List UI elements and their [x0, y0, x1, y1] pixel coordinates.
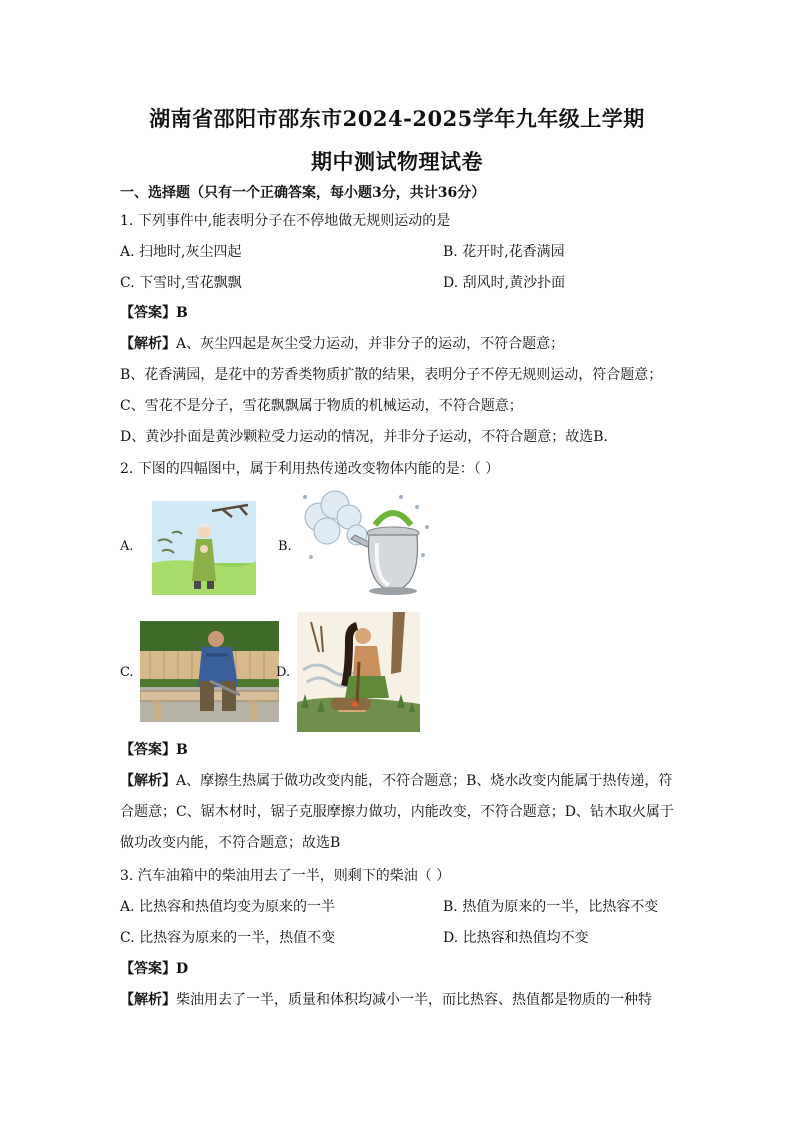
- q3-analysis-line-1: [120, 991, 652, 1009]
- q1-stem: 1. 下列事件中,能表明分子在不停地做无规则运动的是: [120, 213, 451, 229]
- q2-analysis-line-1: [120, 772, 672, 790]
- q3-analysis-label: 【解析】: [120, 992, 176, 1008]
- q1-analysis-line-4: D、黄沙扑面是黄沙颗粒受力运动的情况，并非分子运动，不符合题意；故选B．: [120, 429, 618, 445]
- q3-analysis-text-1: 柴油用去了一半，质量和体积均减小一半，而比热容、热值都是物质的一种特: [176, 992, 652, 1008]
- q2-image-c-sawing-wood: [140, 621, 279, 722]
- q3-stem: 3. 汽车油箱中的柴油用去了一半，则剩下的柴油（ ）: [120, 868, 451, 884]
- section-heading: 一、选择题（只有一个正确答案，每小题3分，共计36分）: [120, 185, 486, 201]
- q1-option-b: B. 花开时,花香满园: [443, 244, 565, 260]
- q2-image-a-rubbing-hands: [152, 501, 256, 595]
- page-title-line1: 湖南省邵阳市邵东市2024-2025学年九年级上学期: [149, 106, 645, 131]
- q2-analysis-line-2: 合题意；C、锯木材时，锯子克服摩擦力做功，内能改变，不符合题意；D、钻木取火属于: [120, 804, 674, 820]
- q1-option-d: D. 刮风时,黄沙扑面: [443, 275, 566, 291]
- page-title-line2: 期中测试物理试卷: [311, 149, 483, 174]
- q3-option-d: D. 比热容和热值均不变: [443, 930, 589, 946]
- q1-analysis-line-3: C、雪花不是分子，雪花飘飘属于物质的机械运动，不符合题意；: [120, 398, 523, 414]
- q1-option-a: A. 扫地时,灰尘四起: [120, 244, 242, 260]
- q3-option-b: B. 热值为原来的一半，比热容不变: [443, 899, 659, 915]
- q2-label-b: B.: [278, 539, 292, 554]
- q2-analysis-text-1: A、摩擦生热属于做功改变内能，不符合题意；B、烧水改变内能属于热传递，符: [176, 773, 673, 789]
- q1-option-c: C. 下雪时,雪花飘飘: [120, 275, 242, 291]
- q3-option-a: A. 比热容和热值均变为原来的一半: [120, 899, 336, 915]
- q2-analysis-label: 【解析】: [120, 773, 176, 789]
- q2-label-a: A.: [120, 539, 134, 554]
- q2-stem: 2. 下图的四幅图中，属于利用热传递改变物体内能的是：（ ）: [120, 461, 500, 477]
- q2-answer: 【答案】B: [120, 742, 188, 758]
- q1-answer: 【答案】B: [120, 305, 188, 321]
- q2-analysis-line-3: 做功改变内能，不符合题意；故选B: [120, 835, 341, 851]
- q1-analysis-label: 【解析】: [120, 336, 176, 352]
- q1-analysis-text-1: A、灰尘四起是灰尘受力运动，并非分子的运动，不符合题意；: [176, 336, 565, 352]
- q2-image-b-kettle: [297, 487, 437, 607]
- q2-image-d-drilling-fire: [297, 612, 420, 732]
- q2-label-c: C.: [120, 665, 134, 680]
- q2-label-d: D.: [276, 665, 291, 680]
- q3-option-c: C. 比热容为原来的一半，热值不变: [120, 930, 336, 946]
- q1-analysis-line-2: B、花香满园，是花中的芳香类物质扩散的结果，表明分子不停无规则运动，符合题意；: [120, 367, 663, 383]
- q3-answer: 【答案】D: [120, 961, 189, 977]
- q1-analysis-line-1: [120, 335, 564, 353]
